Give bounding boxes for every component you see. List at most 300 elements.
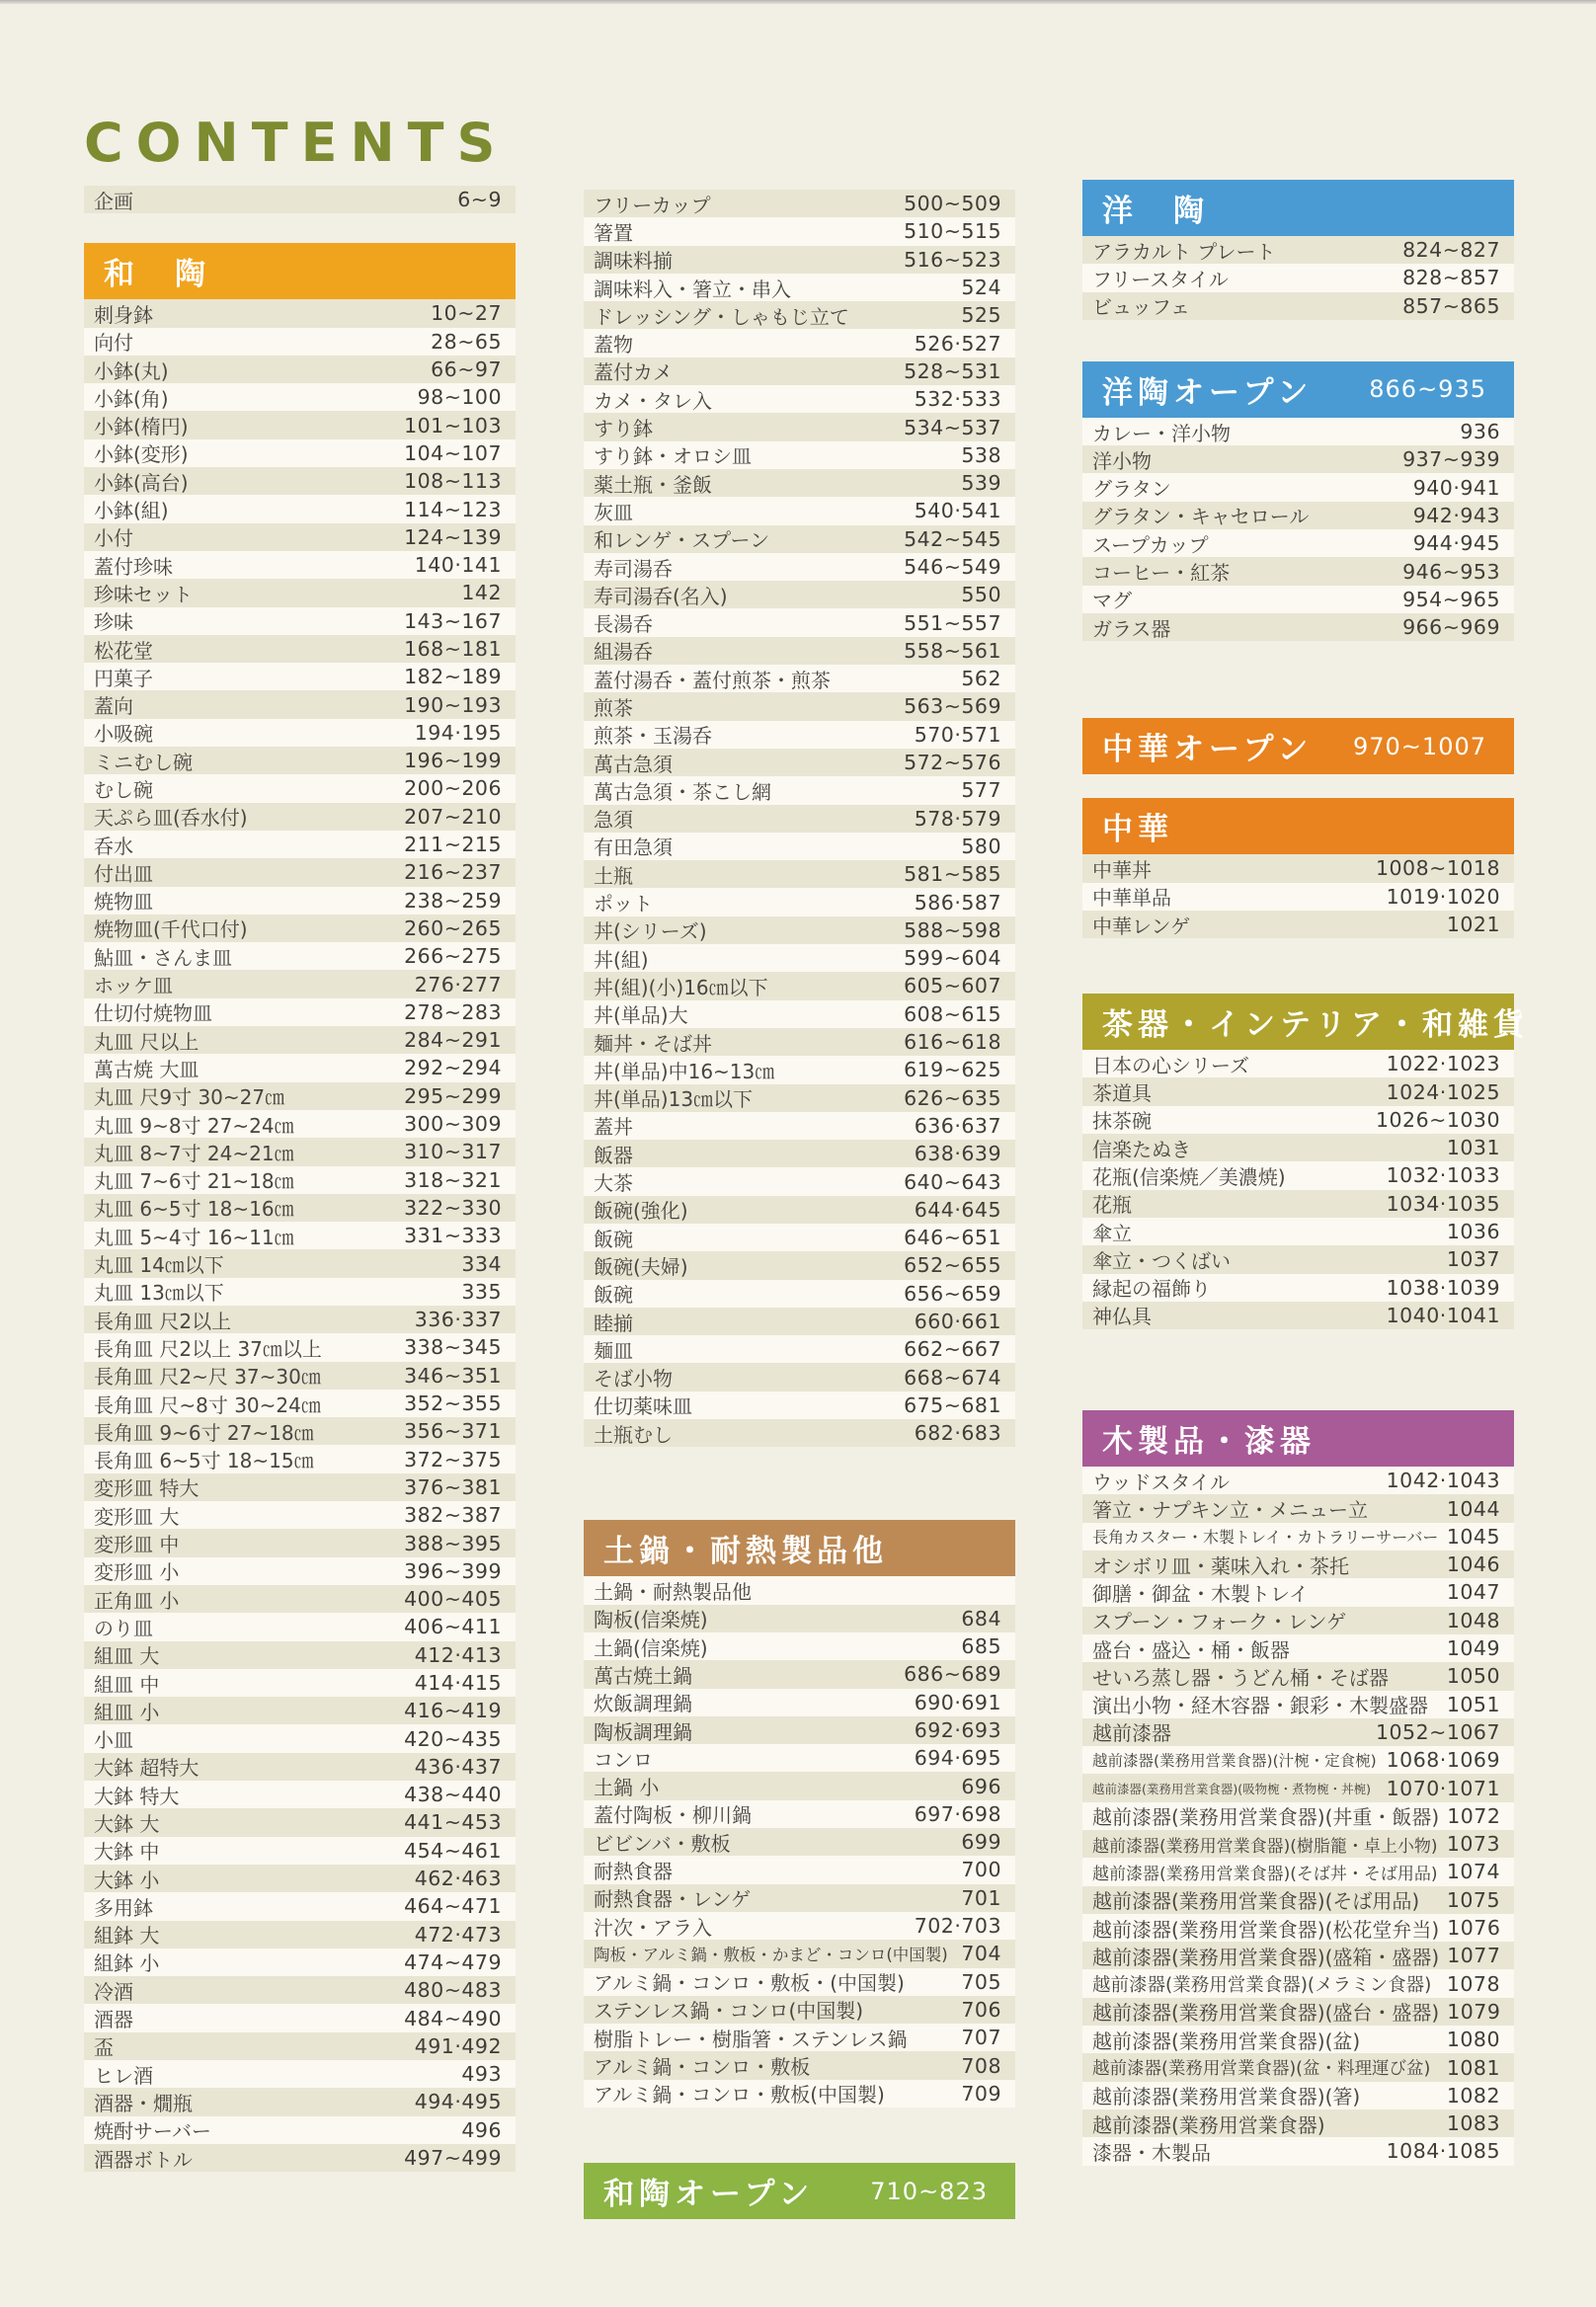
- section-title: 中華: [1102, 812, 1173, 848]
- toc-item-label: ミニむし碗: [94, 750, 193, 774]
- toc-row: [1082, 502, 1514, 529]
- toc-row: [584, 1251, 1015, 1279]
- section-wato2: [584, 190, 1015, 1447]
- section-chuka-open: [1082, 718, 1514, 774]
- toc-row: [84, 1278, 516, 1306]
- toc-item-label: マグ: [1092, 589, 1132, 613]
- toc-item-pages: 1077: [1447, 1944, 1501, 1968]
- toc-item-pages: 190~193: [404, 692, 502, 717]
- toc-item-label: 土瓶むし: [594, 1422, 673, 1447]
- toc-row: [84, 1362, 516, 1390]
- toc-row: [1082, 1523, 1514, 1551]
- toc-item-pages: 1076: [1447, 1916, 1501, 1941]
- toc-item-label: ポット: [594, 892, 653, 916]
- toc-row: [84, 887, 516, 915]
- toc-row: [584, 608, 1015, 636]
- toc-item-pages: 626~635: [904, 1085, 1001, 1110]
- toc-row: [1082, 586, 1514, 613]
- toc-item-label: 正角皿 小: [94, 1588, 180, 1613]
- section-donabe: [584, 1520, 1015, 2108]
- toc-row: [84, 1249, 516, 1277]
- toc-item-pages: 540·541: [914, 499, 1001, 523]
- section-title: 土鍋・耐熱製品他: [603, 1534, 888, 1570]
- toc-item-label: 丸皿 7~6寸 21~18㎝: [94, 1169, 294, 1194]
- section-header-yoto: [1082, 180, 1514, 236]
- toc-item-label: 蓋付湯呑・蓋付煎茶・煎茶: [594, 668, 831, 692]
- toc-item-pages: 276·277: [414, 972, 502, 996]
- toc-item-pages: 388~395: [404, 1531, 502, 1555]
- toc-item-pages: 690·691: [914, 1690, 1001, 1714]
- toc-item-pages: 266~275: [404, 944, 502, 969]
- toc-row: [84, 579, 516, 606]
- toc-row: [84, 1669, 516, 1697]
- toc-item-pages: 705: [961, 1969, 1001, 1994]
- toc-row: [584, 553, 1015, 581]
- toc-row: [584, 776, 1015, 804]
- toc-item-pages: 586·587: [914, 890, 1001, 915]
- toc-row: [584, 1196, 1015, 1224]
- toc-row: [1082, 1998, 1514, 2026]
- toc-item-pages: 942·943: [1412, 503, 1500, 527]
- toc-list: [84, 186, 516, 213]
- toc-row: [1082, 2026, 1514, 2053]
- toc-row: [1082, 418, 1514, 445]
- toc-item-pages: 1021: [1446, 913, 1500, 936]
- toc-item-pages: 318~321: [404, 1167, 502, 1192]
- toc-item-label: 小鉢(角): [94, 386, 169, 411]
- toc-item-label: 蓋付珍味: [94, 554, 173, 579]
- toc-item-label: 蓋付カメ: [594, 360, 673, 385]
- toc-item-label: 越前漆器(業務用営業食器): [1092, 2112, 1325, 2137]
- toc-item-label: 丼(組): [594, 947, 649, 972]
- toc-item-label: アルミ鍋・コンロ・敷板・(中国製): [594, 1971, 905, 1996]
- toc-item-label: ガラス器: [1092, 616, 1171, 641]
- toc-item-pages: 124~139: [404, 524, 502, 549]
- toc-item-label: コーヒー・紅茶: [1092, 561, 1231, 586]
- toc-row: [84, 915, 516, 942]
- toc-item-label: カメ・タレ入: [594, 388, 712, 413]
- toc-item-label: アラカルト プレート: [1092, 239, 1276, 264]
- toc-item-label: 多用鉢: [94, 1895, 153, 1920]
- toc-item-label: 大鉢 中: [94, 1840, 160, 1865]
- toc-item-label: 土瓶: [594, 863, 633, 888]
- toc-item-label: 小吸碗: [94, 722, 153, 747]
- toc-item-label: 酒器・燗瓶: [94, 2091, 193, 2115]
- toc-row: [1082, 236, 1514, 264]
- toc-row: [84, 774, 516, 802]
- toc-item-label: 和レンゲ・スプーン: [594, 528, 770, 553]
- toc-item-label: 土鍋 小: [594, 1776, 660, 1800]
- toc-item-label: 天ぷら皿(呑水付): [94, 806, 248, 831]
- toc-list: [1082, 1467, 1514, 2165]
- toc-item-label: 越前漆器(業務用営業食器)(メラミン食器): [1092, 1974, 1432, 1996]
- toc-row: [1082, 1274, 1514, 1302]
- toc-row: [84, 719, 516, 747]
- toc-item-label: 向付: [94, 331, 133, 356]
- toc-row: [584, 1419, 1015, 1447]
- toc-row: [1082, 1077, 1514, 1105]
- toc-item-pages: 1075: [1446, 1887, 1500, 1912]
- toc-row: [1082, 1634, 1514, 1662]
- toc-row: [84, 523, 516, 551]
- toc-row: [584, 1335, 1015, 1363]
- toc-row: [584, 1632, 1015, 1660]
- toc-row: [1082, 1218, 1514, 1245]
- toc-row: [84, 467, 516, 495]
- toc-item-label: ウッドスタイル: [1092, 1470, 1230, 1494]
- toc-row: [1082, 854, 1514, 882]
- toc-item-label: 麺丼・そば丼: [594, 1031, 712, 1056]
- column-middle: [584, 190, 1015, 2219]
- toc-row: [584, 833, 1015, 860]
- section-page-range: 710~823: [870, 2177, 988, 2205]
- toc-item-label: すり鉢: [594, 417, 653, 441]
- toc-item-pages: 1084·1085: [1386, 2139, 1500, 2164]
- toc-item-pages: 295~299: [404, 1083, 502, 1108]
- section-chaki: [1082, 994, 1529, 1329]
- toc-item-pages: 1044: [1446, 1496, 1500, 1521]
- toc-item-pages: 542~545: [904, 526, 1001, 551]
- toc-item-pages: 706: [961, 1997, 1001, 2022]
- toc-item-label: ビビンバ・敷板: [594, 1831, 731, 1856]
- toc-row: [584, 2024, 1015, 2051]
- toc-item-pages: 577: [961, 778, 1001, 803]
- toc-item-pages: 464~471: [404, 1894, 502, 1919]
- toc-row: [1082, 2082, 1514, 2109]
- toc-item-label: 仕切薬味皿: [594, 1394, 692, 1419]
- toc-row: [84, 2004, 516, 2031]
- toc-row: [584, 469, 1015, 497]
- toc-item-pages: 608~615: [904, 1001, 1001, 1026]
- section-header-chuka-open: [1082, 718, 1514, 774]
- toc-item-pages: 1037: [1446, 1247, 1500, 1272]
- toc-item-pages: 101~103: [404, 413, 502, 438]
- toc-row: [84, 1501, 516, 1529]
- toc-item-pages: 420~435: [404, 1726, 502, 1751]
- section-mokuhin: [1082, 1410, 1514, 2165]
- toc-item-pages: 114~123: [404, 497, 502, 521]
- toc-item-pages: 108~113: [404, 469, 502, 494]
- toc-item-label: 越前漆器(業務用営業食器)(汁椀・定食椀): [1092, 1752, 1377, 1771]
- toc-list: [1082, 1050, 1514, 1329]
- toc-row: [1082, 1050, 1514, 1077]
- toc-item-label: 越前漆器(業務用営業食器)(松花堂弁当): [1092, 1917, 1440, 1942]
- toc-row: [84, 1557, 516, 1585]
- toc-item-label: アルミ鍋・コンロ・敷板: [594, 2055, 811, 2080]
- toc-item-label: 抹茶碗: [1092, 1109, 1152, 1134]
- section-header-wato: [84, 243, 516, 299]
- toc-item-pages: 940·941: [1412, 475, 1500, 500]
- toc-row: [584, 1000, 1015, 1028]
- toc-item-label: アルミ鍋・コンロ・敷板(中国製): [594, 2083, 885, 2108]
- toc-item-label: コンロ: [594, 1747, 653, 1772]
- toc-row: [84, 1390, 516, 1417]
- toc-row: [1082, 1578, 1514, 1606]
- toc-item-pages: 1081: [1446, 2055, 1500, 2080]
- toc-item-pages: 278~283: [404, 999, 502, 1024]
- toc-item-label: 呑水: [94, 834, 133, 858]
- toc-row: [584, 972, 1015, 999]
- toc-item-label: 越前漆器(業務用営業食器)(そば丼・そば用品): [1092, 1864, 1438, 1884]
- toc-item-label: 丸皿 8~7寸 24~21㎝: [94, 1141, 294, 1165]
- toc-item-pages: 638·639: [914, 1142, 1001, 1166]
- toc-row: [1082, 529, 1514, 557]
- toc-row: [584, 358, 1015, 385]
- toc-item-label: 麺皿: [594, 1338, 633, 1363]
- toc-item-label: 丸皿 尺以上: [94, 1029, 200, 1054]
- toc-row: [584, 721, 1015, 749]
- toc-item-pages: 216~237: [404, 860, 502, 885]
- toc-item-pages: 697·698: [914, 1801, 1001, 1826]
- toc-item-label: 萬古急須: [594, 752, 673, 776]
- toc-item-label: 茶道具: [1092, 1081, 1152, 1106]
- toc-item-label: 組皿 中: [94, 1672, 160, 1697]
- toc-item-label: 日本の心シリーズ: [1092, 1053, 1249, 1077]
- page-top-edge: [0, 0, 1596, 4]
- toc-item-pages: 682·683: [914, 1421, 1001, 1446]
- toc-item-label: 演出小物・経木容器・銀彩・木製盛器: [1092, 1694, 1428, 1718]
- toc-row: [84, 663, 516, 690]
- toc-row: [584, 2051, 1015, 2079]
- section-header-chaki: [1082, 994, 1529, 1050]
- toc-item-pages: 1074: [1446, 1860, 1500, 1884]
- toc-row: [584, 1996, 1015, 2024]
- toc-item-label: すり鉢・オロシ皿: [594, 444, 752, 469]
- toc-item-label: 蓋丼: [594, 1115, 633, 1140]
- toc-row: [584, 1140, 1015, 1167]
- toc-item-label: 急須: [594, 808, 633, 833]
- toc-item-label: 飯碗(強化): [594, 1199, 688, 1224]
- section-page-range: 866~935: [1369, 375, 1486, 404]
- toc-row: [84, 1082, 516, 1110]
- toc-item-pages: 196~199: [404, 749, 502, 773]
- toc-item-pages: 1047: [1446, 1580, 1500, 1605]
- toc-item-pages: 346~351: [404, 1363, 502, 1388]
- toc-item-pages: 534~537: [904, 415, 1001, 439]
- toc-item-label: 蓋付陶板・柳川鍋: [594, 1803, 752, 1828]
- toc-item-label: 陶板調理鍋: [594, 1719, 692, 1744]
- toc-item-pages: 335: [461, 1279, 502, 1304]
- toc-row: [1082, 1134, 1514, 1161]
- toc-item-pages: 526·527: [914, 331, 1001, 356]
- toc-item-label: 耐熱食器: [594, 1859, 673, 1883]
- toc-row: [84, 328, 516, 356]
- toc-row: [584, 581, 1015, 608]
- toc-row: [1082, 1190, 1514, 1218]
- toc-item-pages: 684: [961, 1606, 1001, 1631]
- toc-row: [84, 1808, 516, 1836]
- toc-item-pages: 656~659: [904, 1281, 1001, 1306]
- toc-item-pages: 1082: [1446, 2083, 1500, 2108]
- toc-row: [84, 1306, 516, 1333]
- toc-list: [1082, 418, 1514, 641]
- toc-row: [584, 1028, 1015, 1056]
- toc-row: [584, 1056, 1015, 1083]
- toc-row: [84, 2088, 516, 2115]
- toc-row: [84, 1641, 516, 1669]
- toc-item-label: 寿司湯呑: [594, 556, 673, 581]
- toc-row: [84, 1865, 516, 1892]
- toc-row: [584, 329, 1015, 357]
- toc-item-pages: 528~531: [904, 358, 1001, 383]
- toc-item-label: 丼(単品)中16~13㎝: [594, 1059, 775, 1083]
- toc-row: [84, 1473, 516, 1501]
- toc-row: [1082, 2137, 1514, 2165]
- toc-item-pages: 707: [961, 2026, 1001, 2050]
- toc-row: [584, 1660, 1015, 1688]
- toc-item-label: 洋小物: [1092, 448, 1152, 473]
- toc-item-label: ヒレ酒: [94, 2063, 153, 2088]
- toc-item-pages: 6~9: [457, 188, 502, 212]
- toc-item-label: 陶板(信楽焼): [594, 1608, 708, 1632]
- toc-item-label: 蓋物: [594, 333, 633, 358]
- toc-item-pages: 636·637: [914, 1113, 1001, 1138]
- toc-item-label: 丸皿 尺9寸 30~27㎝: [94, 1085, 285, 1110]
- toc-item-pages: 708: [961, 2053, 1001, 2078]
- toc-item-label: 刺身鉢: [94, 302, 153, 327]
- toc-item-label: 越前漆器(業務用営業食器)(盛箱・盛器): [1092, 1945, 1440, 1969]
- toc-row: [584, 916, 1015, 944]
- section-wato-open: [584, 2163, 1015, 2219]
- section-header-donabe: [584, 1520, 1015, 1576]
- toc-item-label: ホッケ皿: [94, 974, 173, 998]
- section-header-mokuhin: [1082, 1410, 1514, 1467]
- toc-item-label: フリースタイル: [1092, 267, 1229, 291]
- toc-item-label: むし碗: [94, 778, 153, 802]
- toc-item-label: 中華レンゲ: [1092, 914, 1191, 938]
- toc-item-pages: 937~939: [1402, 447, 1500, 472]
- toc-item-pages: 211~215: [404, 833, 502, 857]
- toc-row: [584, 1167, 1015, 1195]
- toc-item-pages: 454~461: [404, 1838, 502, 1863]
- toc-item-label: 仕切付焼物皿: [94, 1001, 212, 1026]
- toc-item-label: 小鉢(楕円): [94, 415, 189, 439]
- toc-row: [84, 1110, 516, 1138]
- toc-row: [84, 831, 516, 858]
- toc-item-label: 松花堂: [94, 638, 153, 663]
- toc-row: [84, 2144, 516, 2172]
- toc-item-label: 越前漆器(業務用営業食器)(樹脂籠・卓上小物): [1092, 1836, 1438, 1857]
- toc-item-pages: 1072: [1447, 1803, 1501, 1828]
- toc-row: [584, 274, 1015, 301]
- toc-item-label: 寿司湯呑(名入): [594, 584, 728, 608]
- toc-item-pages: 532·533: [914, 387, 1001, 412]
- toc-item-pages: 168~181: [404, 637, 502, 661]
- toc-row: [84, 1222, 516, 1249]
- toc-row: [584, 1689, 1015, 1716]
- toc-item-label: 越前漆器: [1092, 1721, 1171, 1746]
- toc-item-pages: 1024·1025: [1386, 1079, 1500, 1104]
- toc-row: [1082, 1607, 1514, 1634]
- toc-item-pages: 644·645: [914, 1197, 1001, 1222]
- toc-item-pages: 284~291: [404, 1028, 502, 1053]
- toc-item-pages: 1040·1041: [1386, 1303, 1500, 1327]
- toc-row: [84, 1753, 516, 1781]
- toc-item-pages: 331~333: [404, 1224, 502, 1248]
- toc-row: [1082, 613, 1514, 641]
- toc-item-pages: 104~107: [404, 440, 502, 465]
- toc-row: [84, 1445, 516, 1472]
- toc-item-pages: 701: [961, 1885, 1001, 1910]
- toc-item-label: 箸立・ナプキン立・メニュー立: [1092, 1498, 1368, 1523]
- toc-row: [84, 551, 516, 579]
- toc-item-pages: 640~643: [904, 1169, 1001, 1194]
- toc-item-pages: 356~371: [404, 1419, 502, 1444]
- toc-item-pages: 828~857: [1402, 266, 1500, 290]
- toc-item-pages: 336·337: [414, 1308, 502, 1332]
- toc-row: [84, 411, 516, 438]
- toc-item-label: ドレッシング・しゃもじ立て: [594, 304, 849, 329]
- toc-item-label: 長角皿 尺2以上 37㎝以上: [94, 1336, 322, 1361]
- toc-row: [84, 2116, 516, 2144]
- toc-row: [584, 1744, 1015, 1772]
- section-title: 木製品・漆器: [1102, 1424, 1316, 1461]
- column-left-groups: [84, 186, 516, 2172]
- toc-item-label: 鮎皿・さんま皿: [94, 945, 232, 970]
- section-chuka: [1082, 798, 1514, 938]
- toc-item-pages: 562: [961, 667, 1001, 691]
- toc-row: [84, 858, 516, 886]
- toc-row: [584, 2080, 1015, 2108]
- section-title: 洋 陶: [1102, 194, 1209, 229]
- toc-item-label: 土鍋(信楽焼): [594, 1635, 708, 1660]
- section-header-yoto-open: [1082, 361, 1514, 418]
- toc-item-pages: 605~607: [904, 974, 1001, 998]
- toc-item-pages: 966~969: [1402, 615, 1500, 640]
- section-header-wato-open: [584, 2163, 1015, 2219]
- toc-row: [1082, 1774, 1514, 1801]
- toc-row: [84, 186, 516, 213]
- toc-item-pages: 946~953: [1402, 559, 1500, 584]
- toc-item-label: 丸皿 9~8寸 27~24㎝: [94, 1113, 294, 1138]
- toc-item-pages: 142: [461, 581, 502, 605]
- toc-row: [84, 998, 516, 1026]
- toc-row: [584, 1363, 1015, 1391]
- toc-row: [584, 1280, 1015, 1308]
- toc-row: [84, 1781, 516, 1808]
- section-title: 中華オープン: [1102, 732, 1314, 768]
- toc-row: [1082, 264, 1514, 291]
- toc-item-pages: 1048: [1446, 1608, 1500, 1632]
- toc-item-label: 萬古急須・茶こし網: [594, 779, 771, 804]
- toc-row: [84, 747, 516, 774]
- toc-item-label: 小鉢(丸): [94, 358, 169, 383]
- toc-item-label: 萬古焼土鍋: [594, 1663, 692, 1688]
- toc-item-label: 煎茶・玉湯呑: [594, 724, 712, 749]
- toc-row: [584, 301, 1015, 329]
- section-kikaku: [84, 186, 516, 213]
- toc-row: [84, 1417, 516, 1445]
- toc-row: [1082, 1245, 1514, 1273]
- toc-item-label: 信楽たぬき: [1092, 1137, 1191, 1161]
- toc-item-pages: 936: [1460, 420, 1500, 444]
- toc-item-pages: 472·473: [414, 1922, 502, 1947]
- toc-item-pages: 496: [461, 2117, 502, 2142]
- toc-item-label: 大鉢 大: [94, 1811, 160, 1836]
- toc-item-label: 傘立・つくばい: [1092, 1248, 1231, 1273]
- toc-item-pages: 1080: [1446, 2028, 1500, 2052]
- toc-item-label: 小鉢(変形): [94, 442, 189, 467]
- toc-item-label: 越前漆器(業務用営業食器)(盛台・盛器): [1092, 2001, 1440, 2026]
- toc-item-label: 越前漆器(業務用営業食器)(丼重・飯器): [1092, 1805, 1440, 1830]
- toc-row: [84, 495, 516, 522]
- toc-item-label: 飯碗: [594, 1283, 633, 1308]
- toc-row: [584, 1392, 1015, 1419]
- toc-item-pages: 1046: [1446, 1552, 1500, 1577]
- toc-row: [1082, 1858, 1514, 1885]
- toc-item-label: 珍味セット: [94, 582, 193, 606]
- toc-item-label: ステンレス鍋・コンロ(中国製): [594, 1999, 864, 2024]
